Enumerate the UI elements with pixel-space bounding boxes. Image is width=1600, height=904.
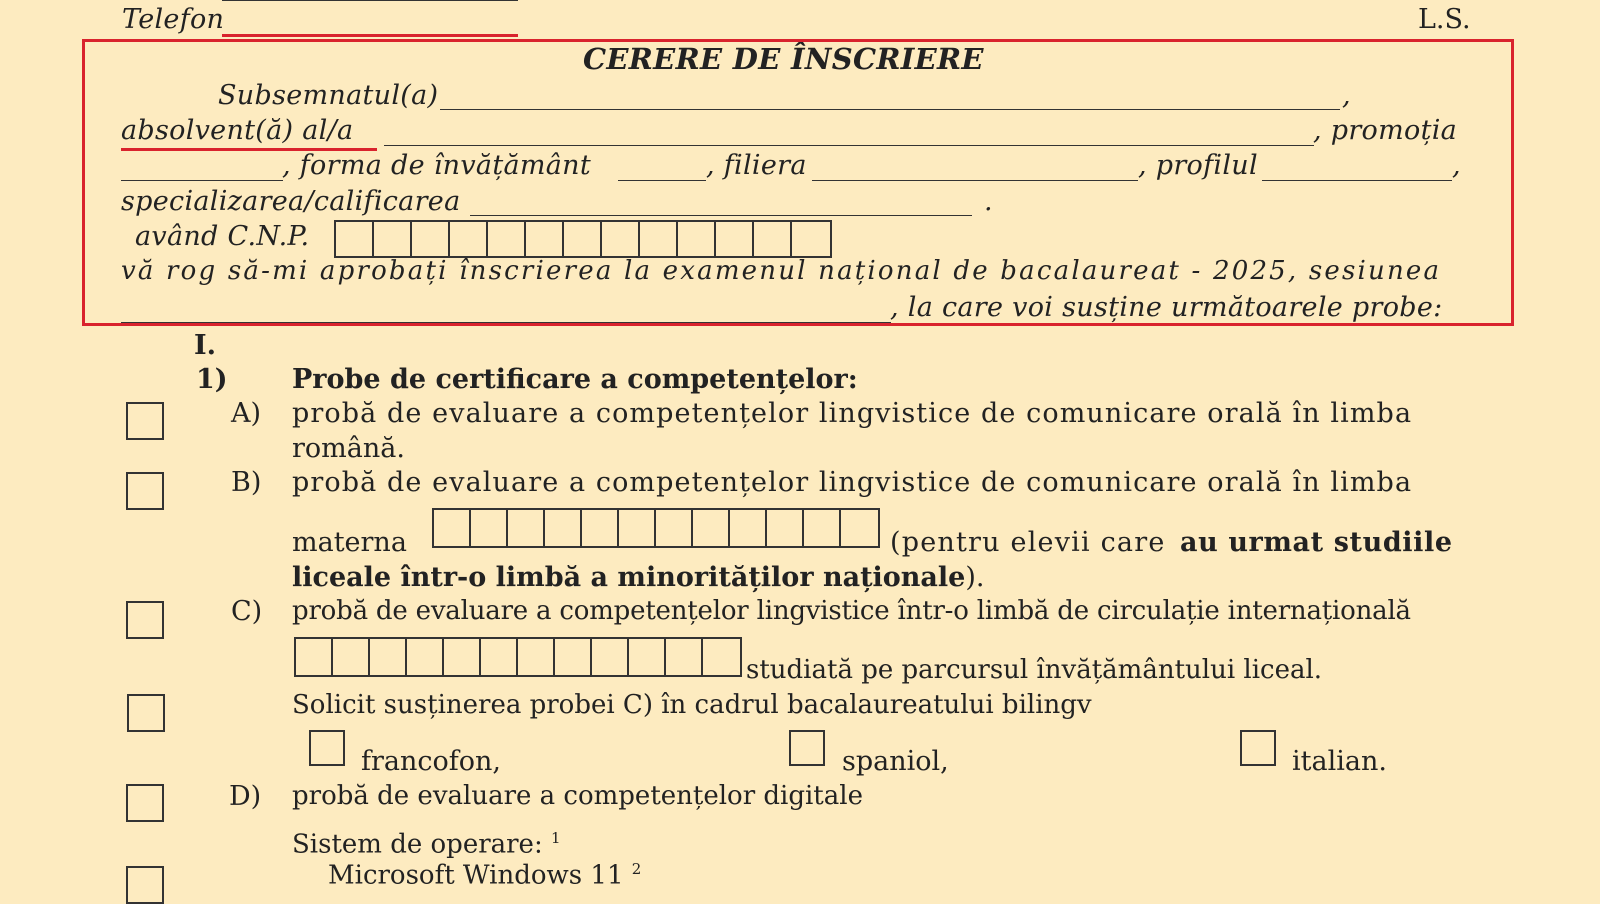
cnp-cell[interactable]	[564, 222, 602, 256]
language-cell[interactable]	[370, 639, 407, 675]
cnp-cell[interactable]	[526, 222, 564, 256]
item-a-text: probă de evaluare a competențelor lingvistice de comunicare orală în limba	[292, 398, 1413, 429]
school-field[interactable]	[384, 145, 1314, 146]
item-b-pentru: (pentru elevii care	[890, 527, 1166, 558]
item-b-bold2: liceale într-o limbă a minorităților naționale	[292, 562, 966, 593]
filiera-field[interactable]	[812, 180, 1138, 181]
item-c-text-cont: studiată pe parcursul învățământului liceal.	[746, 655, 1323, 685]
checkbox-a[interactable]	[126, 402, 164, 440]
profilul-comma: ,	[1452, 150, 1461, 181]
telefon-label: Telefon	[122, 4, 225, 35]
section-roman: I.	[194, 330, 217, 361]
language-cell[interactable]	[407, 639, 444, 675]
specializarea-field[interactable]	[470, 215, 972, 216]
language-cell[interactable]	[693, 510, 730, 546]
bilingv-text: Solicit susținerea probei C) în cadrul bacalaureatului bilingv	[292, 690, 1092, 720]
ls-label: L.S.	[1418, 4, 1471, 35]
cnp-cell[interactable]	[602, 222, 640, 256]
language-cell[interactable]	[767, 510, 804, 546]
specializarea-period: .	[984, 186, 993, 217]
section-heading: Probe de certificare a competențelor:	[292, 364, 858, 395]
checkbox-d[interactable]	[126, 784, 164, 822]
profilul-label: , profilul	[1138, 150, 1258, 181]
language-cell[interactable]	[703, 639, 740, 675]
subsemnatul-label: Subsemnatul(a)	[218, 80, 439, 111]
item-c-text: probă de evaluare a competențelor lingvistice într-o limbă de circulație internațională	[292, 596, 1411, 626]
profilul-field[interactable]	[1262, 180, 1452, 181]
absolvent-label: absolvent(ă) al/a	[121, 115, 354, 146]
probe-text: , la care voi susține următoarele probe:	[890, 292, 1443, 323]
item-b-end: ).	[965, 562, 985, 593]
forma-field[interactable]	[618, 180, 706, 181]
promotia-label: , promoția	[1313, 115, 1458, 146]
language-cell[interactable]	[592, 639, 629, 675]
forma-label: , forma de învățământ	[282, 150, 592, 181]
language-cell[interactable]	[841, 510, 878, 546]
cnp-cell[interactable]	[754, 222, 792, 256]
checkbox-b[interactable]	[126, 472, 164, 510]
section-number: 1)	[196, 364, 228, 395]
checkbox-c[interactable]	[126, 601, 164, 639]
checkbox-italian[interactable]	[1240, 730, 1276, 766]
cnp-cell[interactable]	[678, 222, 716, 256]
language-cell[interactable]	[730, 510, 767, 546]
sistem-footnote: 1	[550, 829, 561, 847]
language-cell[interactable]	[296, 639, 333, 675]
form-title: CERERE DE ÎNSCRIERE	[583, 42, 984, 76]
language-cell[interactable]	[545, 510, 582, 546]
language-cell[interactable]	[518, 639, 555, 675]
request-text: vă rog să-mi aprobați înscrierea la examenul național de bacalaureat - 2025, sesiunea	[121, 256, 1442, 286]
item-b-text: probă de evaluare a competențelor lingvistice de comunicare orală în limba	[292, 467, 1413, 498]
checkbox-windows[interactable]	[126, 866, 164, 904]
option-spaniol: spaniol,	[842, 746, 949, 777]
cnp-label: având C.N.P.	[135, 221, 310, 252]
language-cell[interactable]	[555, 639, 592, 675]
item-c-label: C)	[231, 596, 263, 627]
language-cell[interactable]	[582, 510, 619, 546]
cnp-cell[interactable]	[488, 222, 526, 256]
item-b-materna: materna	[292, 527, 407, 558]
specializarea-label: specializarea/calificarea	[121, 186, 461, 217]
item-b-bold1: au urmat studiile	[1180, 527, 1453, 558]
windows-footnote: 2	[631, 860, 642, 878]
cnp-cell[interactable]	[374, 222, 412, 256]
name-comma: ,	[1342, 80, 1351, 111]
item-b-label: B)	[231, 467, 262, 498]
cnp-cell[interactable]	[792, 222, 830, 256]
language-cell[interactable]	[804, 510, 841, 546]
windows-text: Microsoft Windows 11	[328, 860, 624, 891]
language-cell[interactable]	[481, 639, 518, 675]
windows-label	[328, 860, 641, 891]
language-cell[interactable]	[444, 639, 481, 675]
item-a-label: A)	[231, 398, 262, 429]
cnp-cell[interactable]	[450, 222, 488, 256]
cnp-field[interactable]	[334, 220, 832, 258]
international-language-field[interactable]	[294, 637, 742, 677]
language-cell[interactable]	[656, 510, 693, 546]
sistem-label	[292, 829, 561, 860]
filiera-label: , filiera	[706, 150, 807, 181]
cnp-cell[interactable]	[640, 222, 678, 256]
option-italian: italian.	[1292, 746, 1387, 777]
name-field[interactable]	[440, 109, 1340, 110]
item-a-text-cont: română.	[292, 433, 405, 464]
checkbox-bilingv[interactable]	[127, 694, 165, 732]
top-partial-line	[222, 0, 518, 1]
cnp-cell[interactable]	[336, 222, 374, 256]
cnp-cell[interactable]	[716, 222, 754, 256]
item-d-label: D)	[229, 781, 262, 812]
checkbox-francofon[interactable]	[309, 730, 345, 766]
language-cell[interactable]	[666, 639, 703, 675]
cnp-cell[interactable]	[412, 222, 450, 256]
sesiunea-field[interactable]	[121, 322, 891, 323]
language-cell[interactable]	[471, 510, 508, 546]
language-cell[interactable]	[434, 510, 471, 546]
option-francofon: francofon,	[361, 746, 501, 777]
item-d-text: probă de evaluare a competențelor digitale	[292, 781, 863, 811]
item-b-line3	[292, 562, 985, 593]
maternal-language-field[interactable]	[432, 508, 880, 548]
promotia-field[interactable]	[121, 180, 283, 181]
language-cell[interactable]	[629, 639, 666, 675]
language-cell[interactable]	[508, 510, 545, 546]
telefon-red-underline	[222, 34, 518, 37]
language-cell[interactable]	[333, 639, 370, 675]
language-cell[interactable]	[619, 510, 656, 546]
checkbox-spaniol[interactable]	[789, 730, 825, 766]
sistem-text: Sistem de operare:	[292, 829, 543, 860]
